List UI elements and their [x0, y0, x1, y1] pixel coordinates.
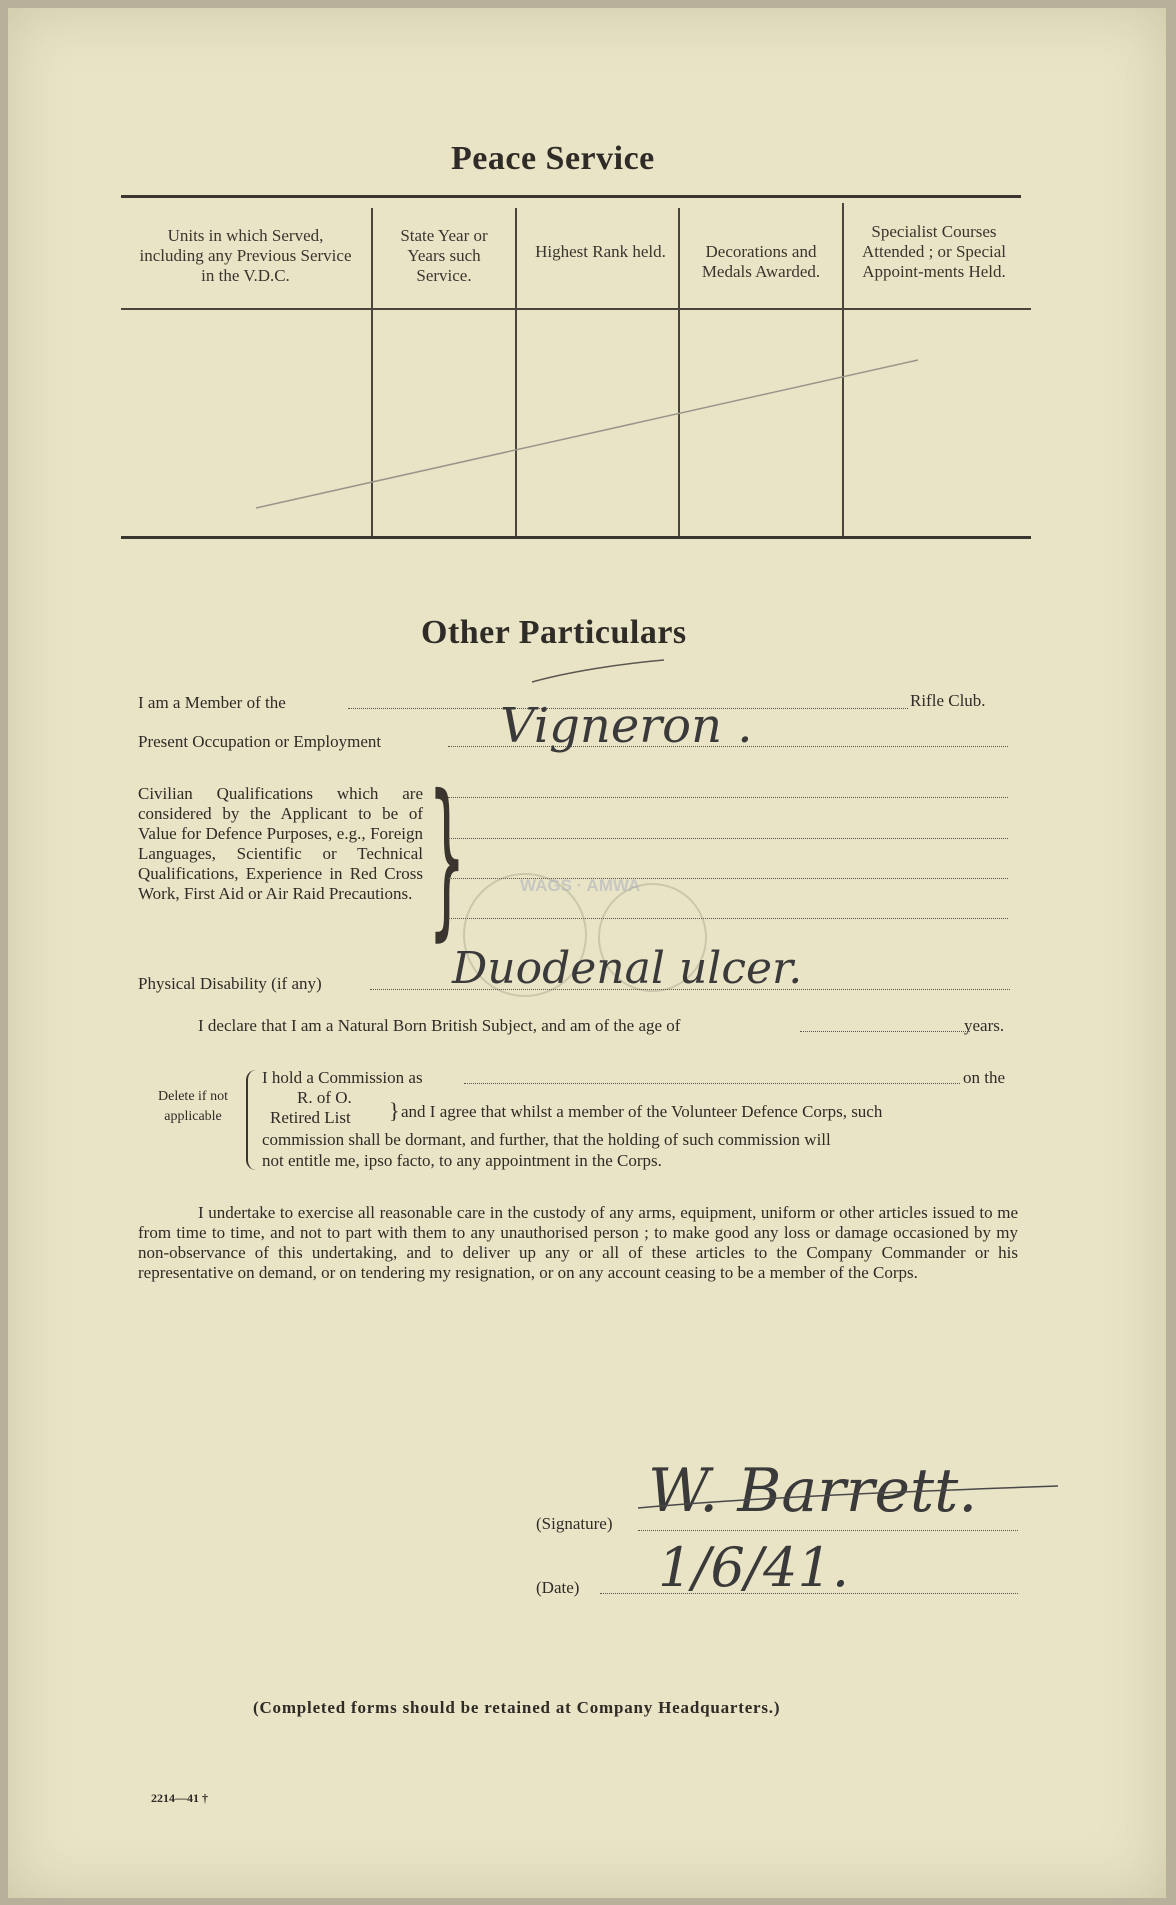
- commission-retired-list: Retired List: [270, 1108, 351, 1127]
- peace-service-title: Peace Service: [451, 140, 655, 177]
- member-suffix: Rifle Club.: [910, 691, 986, 710]
- occupation-label: Present Occupation or Employment: [138, 732, 382, 751]
- delete-note: Delete if not applicable: [158, 1089, 228, 1124]
- signature-field[interactable]: [638, 1530, 1018, 1531]
- date-value: 1/6/41.: [658, 1536, 849, 1599]
- civilian-brace: }: [428, 759, 466, 957]
- form-page: [8, 8, 1166, 1898]
- signature-value: W. Barrett.: [648, 1456, 978, 1526]
- pencil-stroke: [248, 348, 928, 518]
- column-header-years: State Year or Years such Service.: [400, 226, 488, 285]
- column-header-decorations: Decorations and Medals Awarded.: [701, 242, 821, 281]
- signature-flourish: [628, 1478, 1068, 1518]
- commission-line3: commission shall be dormant, and further, that the holding of such commission will: [262, 1130, 831, 1149]
- pencil-stroke: [528, 656, 668, 686]
- occupation-value: Vigneron .: [500, 698, 753, 754]
- footer-note: (Completed forms should be retained at Company Headquarters.): [253, 1698, 781, 1717]
- table-top-rule: [121, 195, 1021, 198]
- civilian-label: Civilian Qualifications which are considered by the Applicant to be of Value for Defence Purposes, e.g., Foreign Languages, Scientific or Technical Qualifications, Experience in Red Cross Work, First Aid or Air Raid Precautions.: [138, 784, 423, 903]
- commission-r-of-o: R. of O.: [297, 1088, 352, 1107]
- age-field[interactable]: [800, 1031, 970, 1032]
- declare-label: I declare that I am a Natural Born British Subject, and am of the age of: [198, 1016, 681, 1035]
- other-particulars-title: Other Particulars: [421, 614, 687, 651]
- civilian-field-2[interactable]: [448, 838, 1008, 839]
- watermark-text: WAGS · AMWA: [520, 876, 641, 895]
- declare-suffix: years.: [964, 1016, 1005, 1035]
- table-bottom-rule: [121, 536, 1031, 539]
- commission-left-brace: [246, 1070, 258, 1170]
- disability-value: Duodenal ulcer.: [452, 943, 803, 994]
- commission-brace: }: [389, 1098, 400, 1123]
- signature-label: (Signature): [536, 1514, 613, 1533]
- undertaking-text: I undertake to exercise all reasonable care in the custody of any arms, equipment, uniform or other articles issued to me from time to time, and not to part with them to any unauthorised person ; to make good any loss or damage occasioned by my non-observance of this undertaking, and to deliver up any or all of these articles to the Company Commander or his representative on demand, or on tendering my resignation, or on any account ceasing to be a member of the Corps.: [138, 1203, 1018, 1282]
- form-number: 2214—41 †: [151, 1791, 208, 1805]
- commission-line4: not entitle me, ipso facto, to any appointment in the Corps.: [262, 1151, 662, 1170]
- disability-label: Physical Disability (if any): [138, 974, 322, 993]
- commission-rank-field[interactable]: [464, 1083, 960, 1084]
- column-header-units: Units in which Served, including any Previous Service in the V.D.C.: [139, 226, 352, 285]
- commission-line2: and I agree that whilst a member of the Volunteer Defence Corps, such: [401, 1102, 883, 1121]
- column-header-specialist: Specialist Courses Attended ; or Special Appoint-ments Held.: [862, 222, 1006, 281]
- table-header-rule: [121, 308, 1031, 310]
- commission-line1: I hold a Commission as: [262, 1068, 423, 1087]
- civilian-field-1[interactable]: [448, 797, 1008, 798]
- member-label: I am a Member of the: [138, 693, 286, 712]
- date-label: (Date): [536, 1578, 580, 1597]
- commission-on-the: on the: [963, 1068, 1006, 1087]
- column-header-rank: Highest Rank held.: [535, 242, 666, 261]
